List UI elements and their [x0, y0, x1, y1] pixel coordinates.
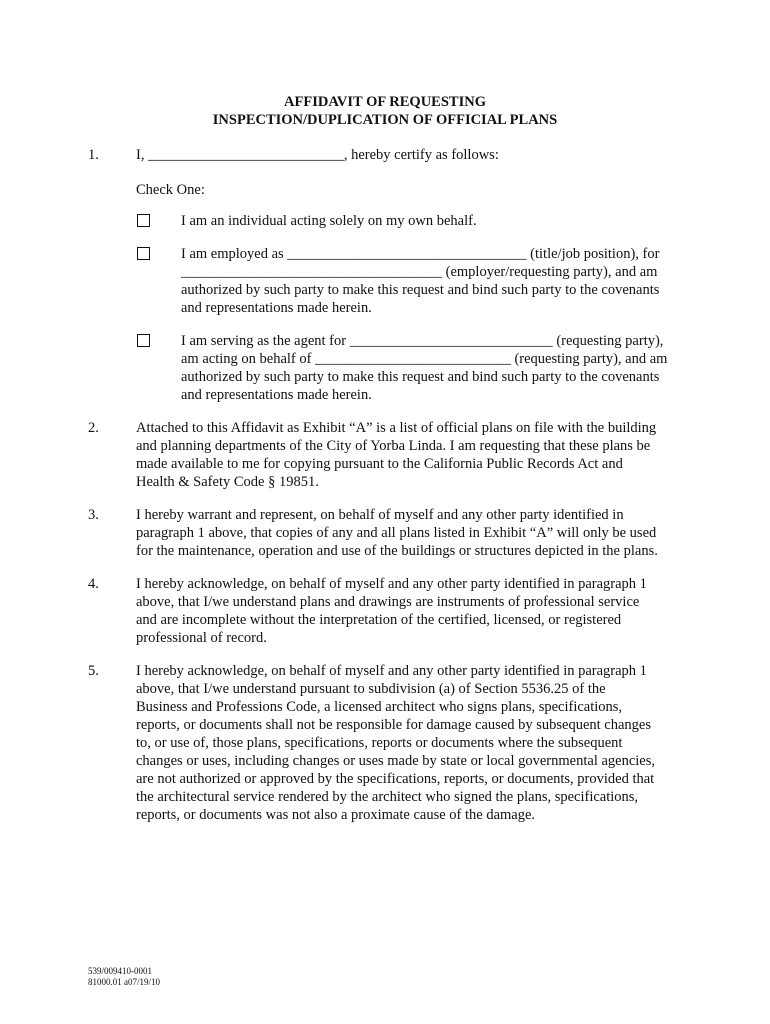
option-agent-line: authorized by such party to make this request and bind such party to the covenants	[181, 369, 660, 385]
section-4-number: 4.	[88, 576, 99, 592]
section-5-line: are not authorized or approved by the specifications, reports, or documents, provided that	[136, 771, 655, 787]
footer-revision: 81000.01 a07/19/10	[88, 977, 160, 987]
option-individual-line: I am an individual acting solely on my own behalf.	[181, 213, 477, 229]
section-4-text	[136, 575, 684, 647]
option-agent-line: am acting on behalf of ___________________________ (requesting party), and am	[181, 351, 668, 367]
section-2-line: made available to me for copying pursuant to the California Public Records Act and	[136, 456, 623, 472]
section-5-line: to, or use of, those plans, specifications, reports or documents where the subsequent	[136, 735, 623, 751]
document-footer	[88, 966, 160, 988]
section-5-number: 5.	[88, 663, 99, 679]
checkbox-individual[interactable]	[137, 214, 150, 227]
checkbox-agent[interactable]	[137, 334, 150, 347]
section-2-line: Attached to this Affidavit as Exhibit “A” is a list of official plans on file with the building	[136, 420, 657, 436]
section-5-line: changes or uses, including changes or uses made by state or local governmental agencies,	[136, 753, 656, 769]
document-title-line-1: AFFIDAVIT OF REQUESTING	[284, 94, 486, 110]
section-4-line: and are incomplete without the interpretation of the certified, licensed, or registered	[136, 612, 622, 628]
option-agent-line: I am serving as the agent for ____________________________ (requesting party),	[181, 333, 664, 349]
option-employed	[181, 245, 691, 317]
section-4-line: above, that I/we understand plans and drawings are instruments of professional service	[136, 594, 640, 610]
section-3-line: for the maintenance, operation and use of the buildings or structures depicted in the plans.	[136, 543, 658, 559]
section-2-line: and planning departments of the City of Yorba Linda. I am requesting that these plans be	[136, 438, 651, 454]
section-3-text	[136, 506, 684, 560]
section-2-line: Health & Safety Code § 19851.	[136, 474, 319, 490]
option-employed-line: I am employed as _________________________________ (title/job position), for	[181, 246, 660, 262]
option-agent-line: and representations made herein.	[181, 387, 372, 403]
section-5-line: the architectural service rendered by the architect who signed the plans, specifications,	[136, 789, 639, 805]
section-5-line: above, that I/we understand pursuant to subdivision (a) of Section 5536.25 of the	[136, 681, 606, 697]
option-employed-line: ____________________________________ (employer/requesting party), and am	[181, 264, 658, 280]
section-1-certify-line: I, ___________________________, hereby certify as follows:	[136, 147, 499, 163]
section-5-text	[136, 662, 684, 824]
checkbox-employed[interactable]	[137, 247, 150, 260]
section-2-number: 2.	[88, 420, 99, 436]
section-4-line: I hereby acknowledge, on behalf of myself and any other party identified in paragraph 1	[136, 576, 647, 592]
section-5-line: reports, or documents was not also a proximate cause of the damage.	[136, 807, 536, 823]
section-3-number: 3.	[88, 507, 99, 523]
section-3-line: I hereby warrant and represent, on behalf of myself and any other party identified in	[136, 507, 624, 523]
option-agent	[181, 332, 691, 404]
section-4-line: professional of record.	[136, 630, 267, 646]
check-one-label: Check One:	[136, 182, 205, 198]
option-employed-line: authorized by such party to make this request and bind such party to the covenants	[181, 282, 660, 298]
footer-doc-number: 539/009410-0001	[88, 966, 152, 976]
section-5-line: I hereby acknowledge, on behalf of myself and any other party identified in paragraph 1	[136, 663, 647, 679]
section-3-line: paragraph 1 above, that copies of any and all plans listed in Exhibit “A” will only be used	[136, 525, 657, 541]
section-1-number: 1.	[88, 147, 99, 163]
section-5-line: reports, or documents shall not be responsible for damage caused by subsequent changes	[136, 717, 652, 733]
section-5-line: Business and Professions Code, a licensed architect who signs plans, specifications,	[136, 699, 623, 715]
option-individual	[181, 212, 691, 230]
document-title-line-2: INSPECTION/DUPLICATION OF OFFICIAL PLANS	[212, 112, 558, 128]
section-2-text	[136, 419, 684, 491]
option-employed-line: and representations made herein.	[181, 300, 372, 316]
